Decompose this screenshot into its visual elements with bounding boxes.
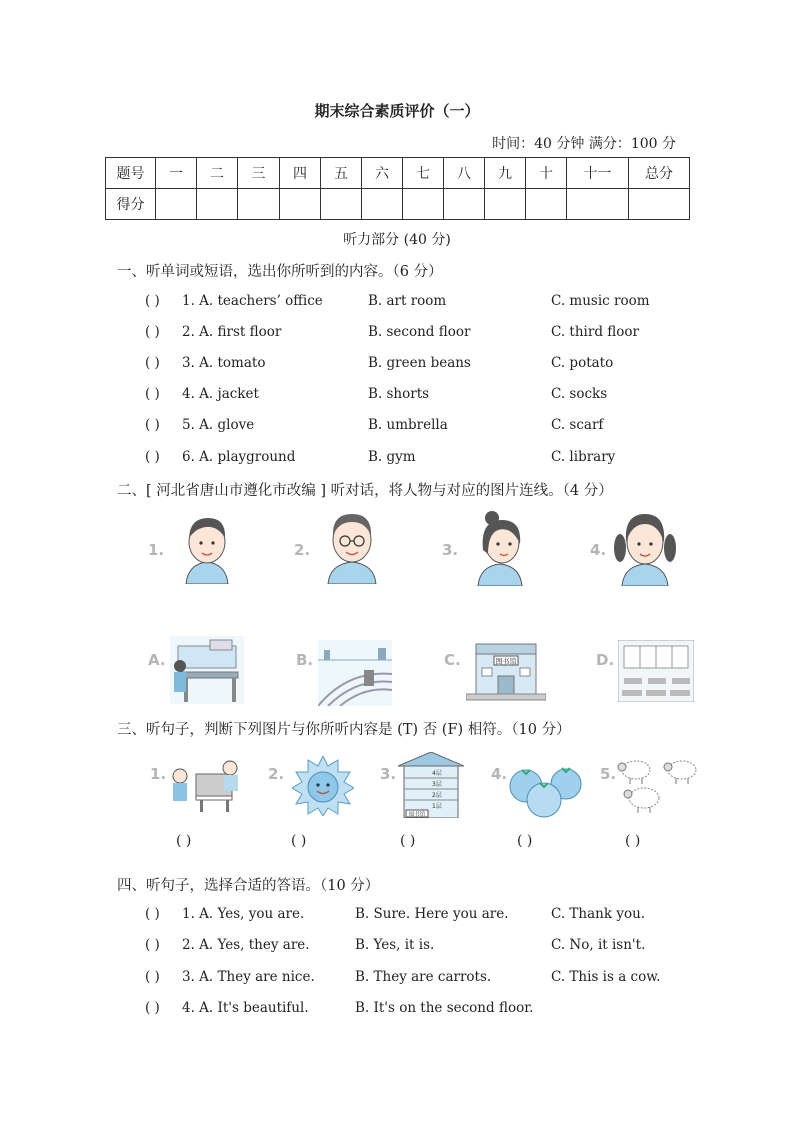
- option-c: C. potato: [551, 355, 614, 371]
- score-header-cell: 三: [238, 158, 280, 189]
- score-header-cell: 四: [280, 158, 321, 189]
- score-header-cell: 七: [403, 158, 444, 189]
- answer-blank[interactable]: ( ): [145, 417, 160, 433]
- score-header-cell: 六: [362, 158, 403, 189]
- option-a: 4. A. It's beautiful.: [182, 1000, 309, 1016]
- option-b: B. shorts: [368, 386, 430, 402]
- answer-blank[interactable]: ( ): [145, 449, 160, 465]
- question-row: [145, 969, 705, 989]
- tomatoes-icon: [508, 762, 586, 818]
- score-table: [105, 157, 690, 220]
- option-b: B. They are carrots.: [355, 969, 492, 985]
- option-a: 1. A. teachers’ office: [182, 293, 323, 309]
- picture-label: 2.: [268, 765, 285, 783]
- score-header-cell: 一: [156, 158, 197, 189]
- option-c: C. third floor: [551, 324, 639, 340]
- answer-blank[interactable]: ( ): [145, 293, 160, 309]
- option-a: 2. A. Yes, they are.: [182, 937, 310, 953]
- place-label: A.: [148, 651, 166, 669]
- girl-with-pigtails-icon: [612, 508, 678, 586]
- teachers-office-icon: [170, 636, 244, 704]
- option-a: 3. A. tomato: [182, 355, 266, 371]
- score-header-cell: 八: [444, 158, 485, 189]
- option-b: B. gym: [368, 449, 416, 465]
- answer-blank[interactable]: ( ): [145, 969, 160, 985]
- answer-blank[interactable]: ( ): [400, 833, 416, 849]
- boy-portrait-icon: [178, 512, 236, 584]
- question-row: [145, 906, 705, 926]
- score-cell[interactable]: [526, 189, 567, 220]
- page-title: 期末综合素质评价（一）: [314, 102, 480, 120]
- floor-label: 3层: [432, 781, 442, 788]
- section3-heading: 三、听句子，判断下列图片与你所听内容是 (T) 否 (F) 相符。（10 分）: [117, 722, 571, 738]
- question-row: [145, 386, 705, 406]
- question-row: [145, 293, 705, 313]
- floor-label: 4层: [432, 770, 442, 777]
- four-floor-building-icon: [398, 752, 464, 818]
- section2-heading: 二、[ 河北省唐山市遵化市改编 ] 听对话，将人物与对应的图片连线。（4 分）: [117, 483, 613, 499]
- picture-label: 4.: [491, 765, 508, 783]
- floor-label: 1层: [432, 803, 442, 810]
- score-cell[interactable]: [629, 189, 690, 220]
- question-row: [145, 1000, 705, 1020]
- option-c: C. socks: [551, 386, 608, 402]
- score-header-cell: 总分: [629, 158, 690, 189]
- answer-blank[interactable]: ( ): [145, 324, 160, 340]
- question-row: [145, 937, 705, 957]
- question-row: [145, 355, 705, 375]
- place-label: B.: [296, 651, 314, 669]
- score-cell[interactable]: [156, 189, 197, 220]
- option-c: C. Thank you.: [551, 906, 646, 922]
- answer-blank[interactable]: ( ): [517, 833, 533, 849]
- option-c: C. scarf: [551, 417, 604, 433]
- question-row: [145, 449, 705, 469]
- score-cell[interactable]: [238, 189, 280, 220]
- score-table-score-row: [106, 189, 690, 220]
- section1-heading: 一、听单词或短语，选出你所听到的内容。（6 分）: [117, 264, 443, 280]
- score-header-cell: 五: [321, 158, 362, 189]
- score-table-header-row: [106, 158, 690, 189]
- option-b: B. art room: [368, 293, 447, 309]
- option-b: B. green beans: [368, 355, 471, 371]
- playground-track-icon: [318, 640, 392, 706]
- sheep-icon: [616, 754, 702, 816]
- option-b: B. Yes, it is.: [355, 937, 435, 953]
- option-a: 2. A. first floor: [182, 324, 282, 340]
- option-a: 4. A. jacket: [182, 386, 259, 402]
- option-c: C. library: [551, 449, 616, 465]
- option-b: B. umbrella: [368, 417, 448, 433]
- score-header-cell: 九: [485, 158, 526, 189]
- score-cell[interactable]: [403, 189, 444, 220]
- sun-icon: [292, 756, 354, 816]
- floor-label: 2层: [432, 792, 442, 799]
- section4-heading: 四、听句子，选择合适的答语。（10 分）: [117, 878, 380, 894]
- person-label: 1.: [148, 541, 165, 559]
- answer-blank[interactable]: ( ): [145, 386, 160, 402]
- score-row-label: 得分: [106, 189, 156, 220]
- man-with-glasses-icon: [322, 508, 382, 584]
- option-a: 1. A. Yes, you are.: [182, 906, 305, 922]
- score-cell[interactable]: [362, 189, 403, 220]
- girl-with-bun-icon: [470, 510, 530, 586]
- option-a: 5. A. glove: [182, 417, 255, 433]
- picture-label: 1.: [150, 765, 167, 783]
- question-row: [145, 417, 705, 437]
- classroom-icon: [618, 640, 694, 702]
- score-cell[interactable]: [485, 189, 526, 220]
- picture-label: 5.: [600, 765, 617, 783]
- exam-meta: 时间：40 分钟 满分：100 分: [492, 136, 676, 152]
- score-cell[interactable]: [444, 189, 485, 220]
- option-c: C. No, it isn't.: [551, 937, 646, 953]
- score-header-cell: 十一: [567, 158, 629, 189]
- place-label: D.: [596, 651, 615, 669]
- picture-label: 3.: [380, 765, 397, 783]
- answer-blank[interactable]: ( ): [176, 833, 192, 849]
- library-building-icon: [466, 638, 546, 702]
- listening-part-title: 听力部分 (40 分): [343, 232, 451, 248]
- answer-blank[interactable]: ( ): [625, 833, 641, 849]
- answer-blank[interactable]: ( ): [291, 833, 307, 849]
- place-label: C.: [444, 651, 461, 669]
- answer-blank[interactable]: ( ): [145, 355, 160, 371]
- score-header-cell: 题号: [106, 158, 156, 189]
- option-b: B. second floor: [368, 324, 471, 340]
- option-c: C. This is a cow.: [551, 969, 661, 985]
- person-label: 4.: [590, 541, 607, 559]
- score-header-cell: 十: [526, 158, 567, 189]
- option-b: B. Sure. Here you are.: [355, 906, 509, 922]
- score-header-cell: 二: [197, 158, 238, 189]
- library-sign-text: 图书馆: [495, 657, 517, 666]
- answer-blank[interactable]: ( ): [145, 937, 160, 953]
- music-room-piano-icon: [166, 756, 244, 814]
- building-sign-text: 图书馆: [408, 812, 426, 818]
- option-a: 6. A. playground: [182, 449, 296, 465]
- score-cell[interactable]: [321, 189, 362, 220]
- score-cell[interactable]: [567, 189, 629, 220]
- score-cell[interactable]: [280, 189, 321, 220]
- option-a: 3. A. They are nice.: [182, 969, 315, 985]
- person-label: 2.: [294, 541, 311, 559]
- score-cell[interactable]: [197, 189, 238, 220]
- answer-blank[interactable]: ( ): [145, 906, 160, 922]
- person-label: 3.: [442, 541, 459, 559]
- option-c: C. music room: [551, 293, 650, 309]
- question-row: [145, 324, 705, 344]
- option-b: B. It's on the second floor.: [355, 1000, 534, 1016]
- answer-blank[interactable]: ( ): [145, 1000, 160, 1016]
